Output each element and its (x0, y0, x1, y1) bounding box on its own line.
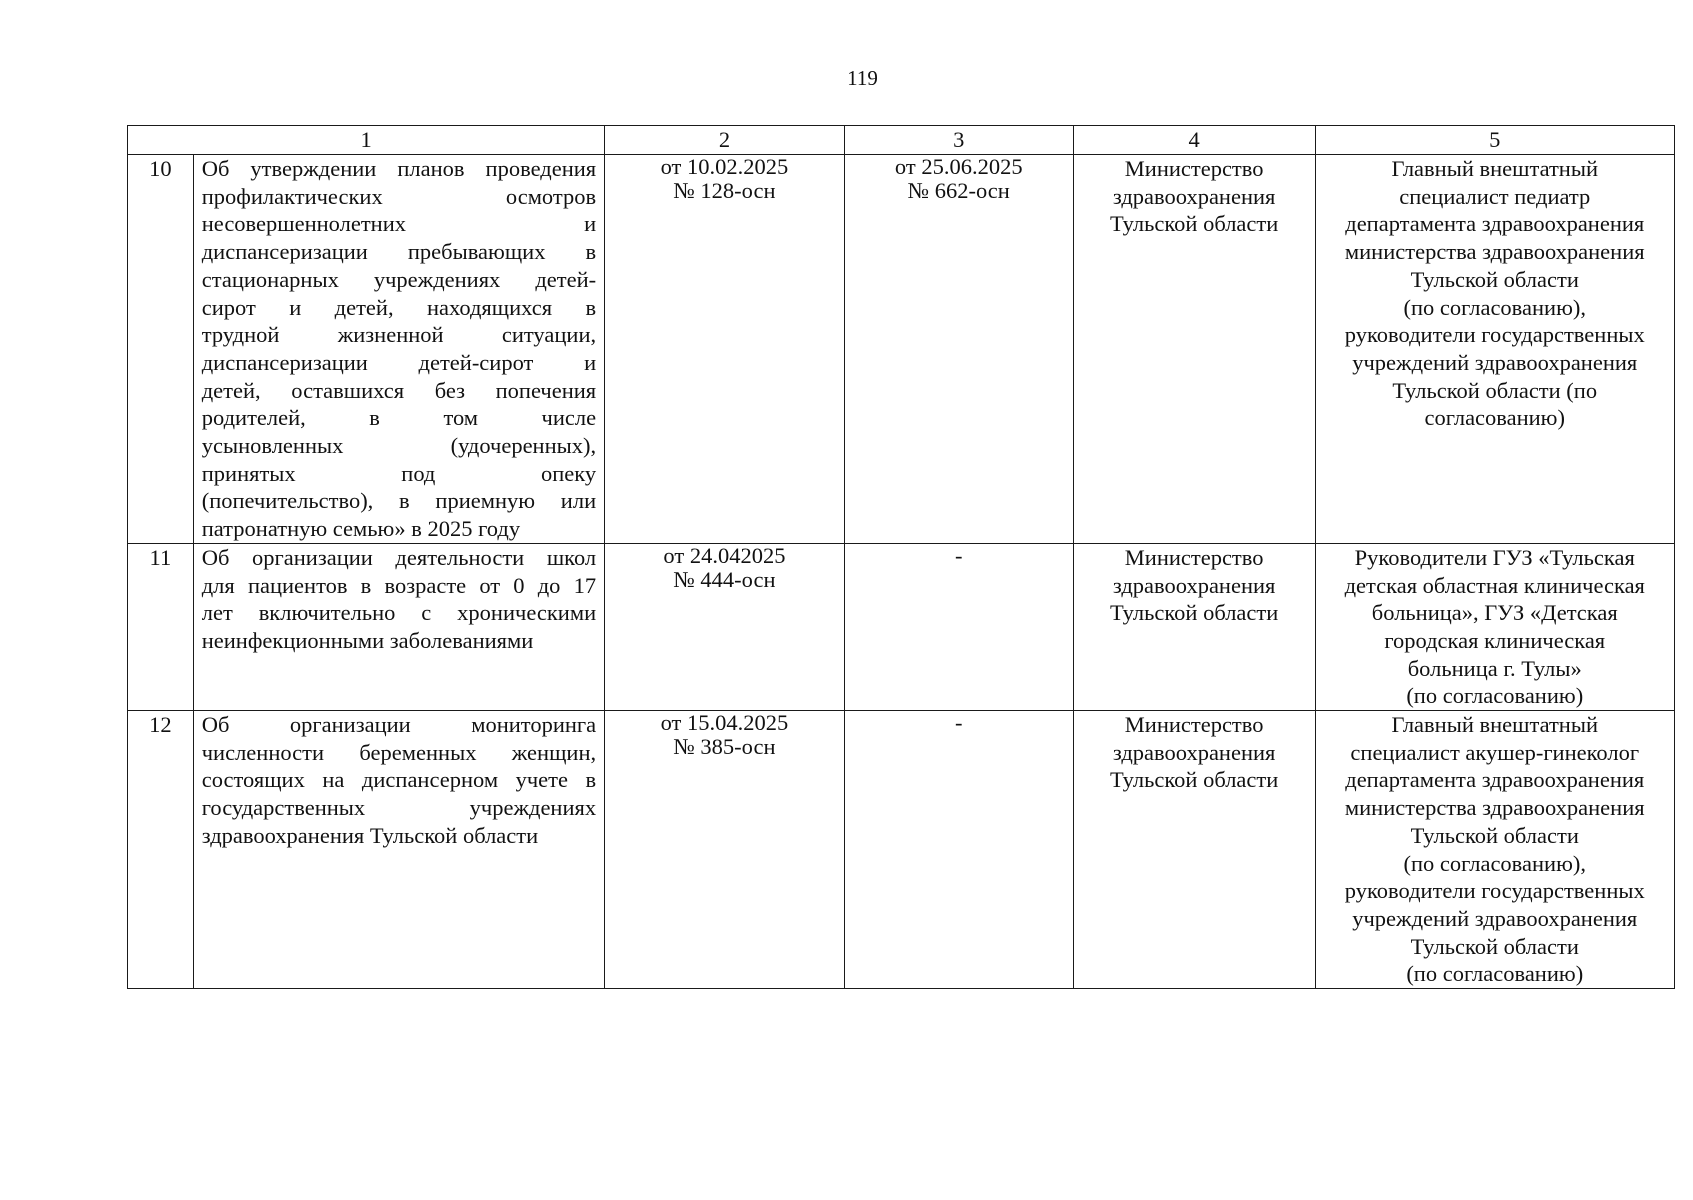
title-line: состоящих на диспансерном учете в (201, 767, 597, 793)
amendment-date-number (844, 543, 1073, 710)
row-number: 10 (128, 155, 194, 544)
responsible-persons-line: Тульской области (1410, 933, 1579, 959)
document-date-number (605, 155, 845, 544)
responsible-persons-line: (по согласованию), (1403, 294, 1587, 320)
responsible-persons (1315, 155, 1674, 544)
title-line: родителей, в том числе (201, 405, 597, 431)
issuing-body-line: здравоохранения (1112, 739, 1276, 765)
title-line: для пациентов в возрасте от 0 до 17 (201, 572, 597, 598)
issuing-body (1073, 711, 1315, 989)
issuing-body-line: Тульской области (1110, 211, 1279, 237)
title-line: государственных учреждениях (201, 795, 597, 821)
responsible-persons-line: согласованию) (1424, 405, 1565, 431)
responsible-persons-line: Тульской области (по (1392, 377, 1598, 403)
document-date-number-line: от 10.02.2025 (660, 154, 789, 179)
responsible-persons-line: больница», ГУЗ «Детская (1371, 600, 1618, 626)
title-line: Об утверждении планов проведения (201, 156, 597, 181)
responsible-persons-line: учреждений здравоохранения (1352, 349, 1638, 375)
table-body (128, 155, 1675, 989)
responsible-persons-line: (по согласованию), (1403, 850, 1587, 876)
table-header (128, 126, 1675, 155)
amendment-date-number-line: - (955, 542, 963, 568)
amendment-date-number (844, 155, 1073, 544)
issuing-body (1073, 543, 1315, 710)
responsible-persons-line: Тульской области (1410, 266, 1579, 292)
responsible-persons-line: департамента здравоохранения (1345, 211, 1645, 237)
title-line: здравоохранения Тульской области (201, 822, 539, 848)
title-line: диспансеризации детей-сирот и (201, 349, 597, 375)
table-row (128, 543, 1675, 710)
title-line: диспансеризации пребывающих в (201, 239, 597, 265)
document-date-number (605, 543, 845, 710)
issuing-body-line: Министерство (1124, 544, 1264, 570)
responsible-persons-line: министерства здравоохранения (1344, 239, 1645, 265)
title-line: профилактических осмотров (201, 183, 597, 209)
responsible-persons (1315, 543, 1674, 710)
title-line: неинфекционными заболеваниями (201, 627, 534, 653)
responsible-persons-line: специалист педиатр (1399, 183, 1591, 209)
issuing-body-line: Министерство (1124, 156, 1264, 181)
responsible-persons-line: (по согласованию) (1406, 683, 1584, 709)
header-row (128, 126, 1675, 155)
header-col-2: 2 (605, 126, 845, 155)
title-line: стационарных учреждениях детей- (201, 266, 597, 292)
document-date-number-line: от 24.042025 (663, 542, 786, 568)
issuing-body-line: здравоохранения (1112, 183, 1276, 209)
title-line: лет включительно с хроническими (201, 600, 597, 626)
page-number: 119 (847, 66, 878, 90)
responsible-persons-line: специалист акушер-гинеколог (1350, 739, 1640, 765)
document-date-number-line: № 385-осн (673, 734, 776, 760)
title-line: усыновленных (удочеренных), (201, 433, 597, 459)
responsible-persons-line: больница г. Тулы» (1407, 655, 1582, 681)
document-date-number-line: № 444-осн (673, 566, 776, 592)
responsible-persons-line: Главный внештатный (1391, 156, 1598, 181)
title-line: сирот и детей, находящихся в (201, 294, 597, 320)
header-col-1: 1 (128, 126, 605, 155)
issuing-body-line: Тульской области (1110, 767, 1279, 793)
title-line: патронатную семью» в 2025 году (201, 516, 521, 542)
issuing-body-line: здравоохранения (1112, 572, 1276, 598)
responsible-persons-line: Руководители ГУЗ «Тульская (1354, 544, 1635, 570)
document-date-number-line: № 128-осн (673, 178, 776, 203)
title-line: детей, оставшихся без попечения (201, 377, 597, 403)
title-line: принятых под опеку (201, 460, 597, 486)
responsible-persons-line: детская областная клиническая (1344, 572, 1645, 598)
table-row (128, 155, 1675, 544)
responsible-persons-line: городская клиническая (1384, 627, 1606, 653)
responsible-persons-line: руководители государственных (1344, 322, 1645, 348)
responsible-persons (1315, 711, 1674, 989)
responsible-persons-line: департамента здравоохранения (1345, 767, 1645, 793)
title-line: Об организации деятельности школ (201, 544, 597, 570)
document-table (127, 125, 1675, 989)
responsible-persons-line: Главный внештатный (1391, 712, 1598, 738)
document-date-number (605, 711, 845, 989)
title-line: трудной жизненной ситуации, (201, 322, 597, 348)
amendment-date-number-line: № 662-осн (907, 178, 1010, 203)
document-title (193, 155, 604, 544)
table-row (128, 711, 1675, 989)
responsible-persons-line: руководители государственных (1344, 878, 1645, 904)
amendment-date-number-line: - (955, 710, 963, 736)
header-col-5: 5 (1315, 126, 1674, 155)
document-date-number-line: от 15.04.2025 (660, 710, 789, 736)
issuing-body (1073, 155, 1315, 544)
title-line: Об организации мониторинга (201, 712, 597, 738)
responsible-persons-line: министерства здравоохранения (1344, 795, 1645, 821)
header-col-3: 3 (844, 126, 1073, 155)
responsible-persons-line: учреждений здравоохранения (1352, 905, 1638, 931)
document-title (193, 543, 604, 710)
row-number: 12 (128, 711, 194, 989)
amendment-date-number-line: от 25.06.2025 (894, 154, 1023, 179)
responsible-persons-line: Тульской области (1410, 822, 1579, 848)
row-number: 11 (128, 543, 194, 710)
amendment-date-number (844, 711, 1073, 989)
title-line: (попечительство), в приемную или (201, 488, 597, 514)
title-line: несовершеннолетних и (201, 211, 597, 237)
responsible-persons-line: (по согласованию) (1406, 961, 1584, 987)
issuing-body-line: Министерство (1124, 712, 1264, 738)
document-title (193, 711, 604, 989)
issuing-body-line: Тульской области (1110, 600, 1279, 626)
title-line: численности беременных женщин, (201, 739, 597, 765)
header-col-4: 4 (1073, 126, 1315, 155)
